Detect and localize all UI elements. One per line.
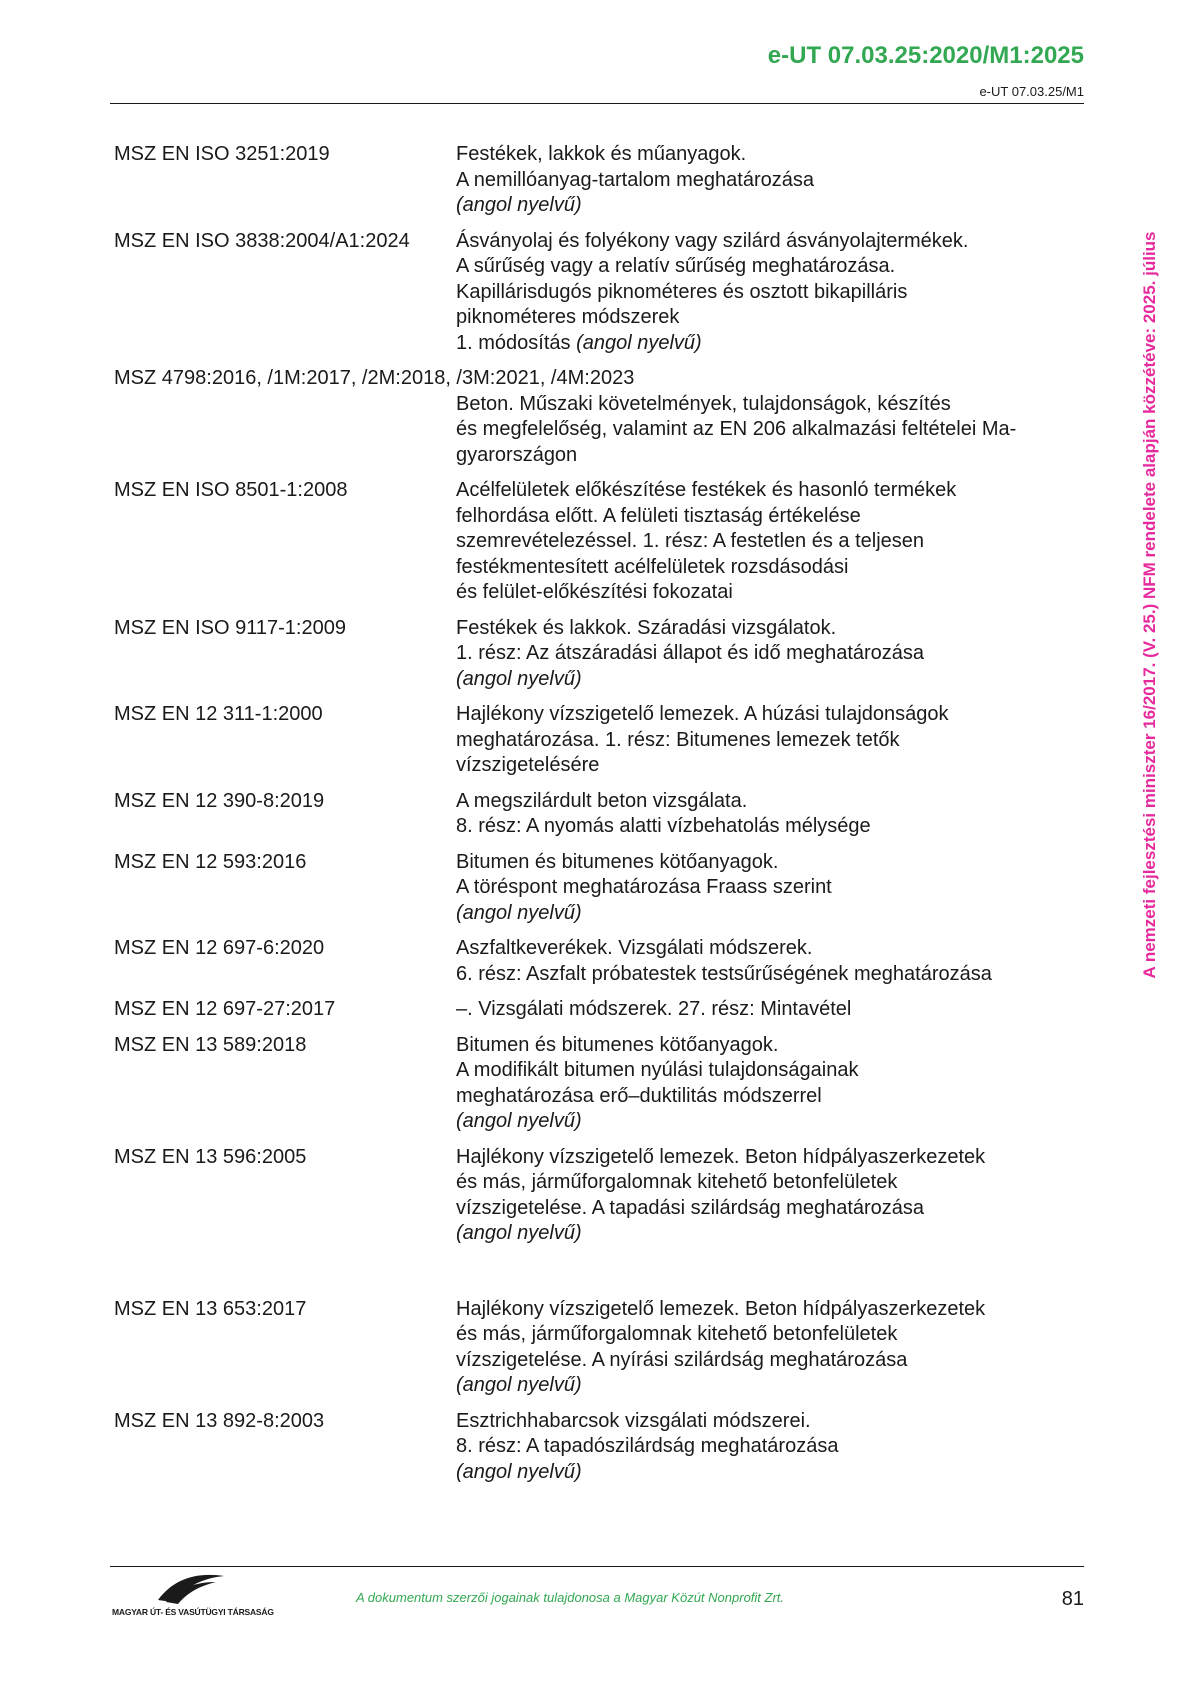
- standard-description: [456, 478, 1082, 606]
- description-line: A nemillóanyag-tartalom meghatározása: [456, 168, 814, 191]
- standard-entry: [114, 936, 1084, 987]
- standard-entry: [114, 229, 1084, 357]
- standard-description: [456, 392, 1082, 469]
- description-line: és más, járműforgalomnak kitehető betonfelületek: [456, 1171, 898, 1193]
- standard-entry: [114, 789, 1084, 840]
- standard-code: MSZ EN 12 593:2016: [114, 850, 307, 873]
- description-line: 6. rész: Aszfalt próbatestek testsűrűségének meghatározása: [456, 962, 992, 985]
- description-line: A modifikált bitumen nyúlási tulajdonságainak: [456, 1059, 859, 1081]
- description-line: vízszigetelése. A nyírási szilárdság meghatározása: [456, 1348, 908, 1371]
- description-line: felhordása előtt. A felületi tisztaság értékelése: [456, 504, 861, 527]
- standard-description: [456, 616, 1082, 693]
- standard-code: MSZ EN 12 390-8:2019: [114, 789, 325, 812]
- amendment-label: 1. módosítás: [456, 331, 577, 354]
- society-logo: [112, 1570, 274, 1622]
- standard-entry: [114, 702, 1084, 779]
- standard-code: MSZ EN 12 697-27:2017: [114, 998, 336, 1020]
- language-note: (angol nyelvű): [456, 667, 582, 690]
- standard-entry: [114, 616, 1084, 693]
- standard-code: MSZ 4798:2016, /1M:2017, /2M:2018, /3M:2021, /4M:2023: [114, 367, 635, 389]
- standard-code: MSZ EN 12 311-1:2000: [114, 703, 323, 725]
- language-note: (angol nyelvű): [456, 1374, 582, 1396]
- standard-description: [456, 850, 1082, 927]
- description-line: Festékek és lakkok. Száradási vizsgálatok.: [456, 616, 837, 639]
- standard-entry: [114, 1297, 1084, 1399]
- description-line: Beton. Műszaki követelmények, tulajdonságok, készítés: [456, 392, 951, 415]
- standard-entry: [114, 478, 1084, 606]
- description-line: és megfelelőség, valamint az EN 206 alkalmazási feltételei Ma-: [456, 418, 1017, 440]
- language-note: (angol nyelvű): [456, 1222, 582, 1244]
- standard-description: [456, 702, 1082, 779]
- language-note: (angol nyelvű): [456, 1460, 582, 1483]
- standard-description: [456, 1409, 1082, 1486]
- language-note: (angol nyelvű): [576, 331, 702, 354]
- standard-description: [456, 997, 1082, 1023]
- description-line: [456, 331, 1082, 357]
- document-code-title: e-UT 07.03.25:2020/M1:2025: [767, 42, 1084, 69]
- description-line: szemrevételezéssel. 1. rész: A festetlen és a teljesen: [456, 530, 925, 552]
- description-line: 8. rész: A nyomás alatti vízbehatolás mélysége: [456, 815, 871, 837]
- description-line: meghatározása. 1. rész: Bitumenes lemezek tetők: [456, 728, 900, 751]
- description-line: A megszilárdult beton vizsgálata.: [456, 789, 748, 812]
- standard-code: MSZ EN 13 589:2018: [114, 1033, 307, 1056]
- description-line: gyarországon: [456, 443, 578, 466]
- description-line: A töréspont meghatározása Fraass szerint: [456, 876, 832, 898]
- standards-list: [114, 142, 1084, 1495]
- description-line: Hajlékony vízszigetelő lemezek. Beton hídpályaszerkezetek: [456, 1145, 986, 1168]
- description-line: [456, 1460, 1082, 1486]
- standard-entry: [114, 366, 1084, 468]
- document-code-subtitle: e-UT 07.03.25/M1: [979, 84, 1084, 99]
- standard-entry: [114, 1409, 1084, 1486]
- standard-entry: [114, 142, 1084, 219]
- description-line: [456, 901, 1082, 927]
- entry-spacer: [114, 1257, 1084, 1297]
- description-line: és más, járműforgalomnak kitehető betonfelületek: [456, 1323, 898, 1345]
- standard-code: MSZ EN ISO 9117-1:2009: [114, 616, 346, 639]
- standard-description: [456, 936, 1082, 987]
- description-line: Aszfaltkeverékek. Vizsgálati módszerek.: [456, 937, 813, 959]
- footer-divider: [110, 1566, 1084, 1567]
- description-line: vízszigetelésére: [456, 754, 600, 776]
- standard-description: [456, 1297, 1082, 1399]
- description-line: piknométeres módszerek: [456, 306, 680, 328]
- header-divider: [110, 103, 1084, 104]
- description-line: [456, 667, 1082, 693]
- description-line: Ásványolaj és folyékony vagy szilárd ásványolajtermékek.: [456, 229, 969, 252]
- description-line: Bitumen és bitumenes kötőanyagok.: [456, 1033, 779, 1056]
- description-line: Esztrichhabarcsok vizsgálati módszerei.: [456, 1409, 811, 1432]
- description-line: és felület-előkészítési fokozatai: [456, 581, 733, 603]
- description-line: Hajlékony vízszigetelő lemezek. A húzási tulajdonságok: [456, 703, 949, 725]
- standard-code: MSZ EN 13 596:2005: [114, 1145, 307, 1168]
- logo-text: MAGYAR ÚT- ÉS VASÚTÜGYI TÁRSASÁG: [112, 1607, 274, 1617]
- description-line: –. Vizsgálati módszerek. 27. rész: Mintavétel: [456, 998, 852, 1020]
- standard-entry: [114, 850, 1084, 927]
- description-line: Bitumen és bitumenes kötőanyagok.: [456, 850, 779, 873]
- page-number: 81: [1061, 1588, 1084, 1610]
- standard-code: MSZ EN 13 892-8:2003: [114, 1409, 325, 1432]
- standard-description: [456, 229, 1082, 357]
- standard-description: [456, 1033, 1082, 1135]
- description-line: meghatározása erő–duktilitás módszerrel: [456, 1084, 822, 1107]
- description-line: festékmentesített acélfelületek rozsdásodási: [456, 555, 849, 578]
- standard-entry: [114, 997, 1084, 1023]
- description-line: [456, 1221, 1082, 1247]
- language-note: (angol nyelvű): [456, 194, 582, 216]
- standard-code: MSZ EN ISO 3838:2004/A1:2024: [114, 229, 410, 252]
- description-line: vízszigetelése. A tapadási szilárdság meghatározása: [456, 1196, 925, 1219]
- language-note: (angol nyelvű): [456, 1110, 582, 1132]
- standard-description: [456, 1145, 1082, 1247]
- description-line: Hajlékony vízszigetelő lemezek. Beton hídpályaszerkezetek: [456, 1297, 986, 1320]
- copyright-notice: A dokumentum szerzői jogainak tulajdonosa a Magyar Közút Nonprofit Zrt.: [356, 1590, 785, 1605]
- standard-code: MSZ EN ISO 3251:2019: [114, 143, 330, 165]
- wing-logo-icon: [156, 1570, 226, 1606]
- standard-entry: [114, 1145, 1084, 1247]
- description-line: 1. rész: Az átszáradási állapot és idő meghatározása: [456, 642, 925, 664]
- language-note: (angol nyelvű): [456, 901, 582, 924]
- description-line: A sűrűség vagy a relatív sűrűség meghatározása.: [456, 255, 896, 277]
- description-line: Festékek, lakkok és műanyagok.: [456, 143, 747, 165]
- standard-description: [456, 142, 1082, 219]
- description-line: [456, 1109, 1082, 1135]
- standard-description: [456, 789, 1082, 840]
- description-line: [456, 1373, 1082, 1399]
- standard-code: MSZ EN 13 653:2017: [114, 1297, 307, 1320]
- standard-code: MSZ EN ISO 8501-1:2008: [114, 479, 348, 501]
- description-line: 8. rész: A tapadószilárdság meghatározása: [456, 1435, 839, 1457]
- description-line: Kapillárisdugós piknométeres és osztott bikapilláris: [456, 280, 908, 303]
- standard-code: MSZ EN 12 697-6:2020: [114, 937, 325, 959]
- description-line: [456, 193, 1082, 219]
- publication-side-note: A nemzeti fejlesztési miniszter 16/2017. (V. 25.) NFM rendelete alapján közzétéve: 2025. július: [1140, 231, 1159, 979]
- standard-entry: [114, 1033, 1084, 1135]
- description-line: Acélfelületek előkészítése festékek és hasonló termékek: [456, 479, 957, 501]
